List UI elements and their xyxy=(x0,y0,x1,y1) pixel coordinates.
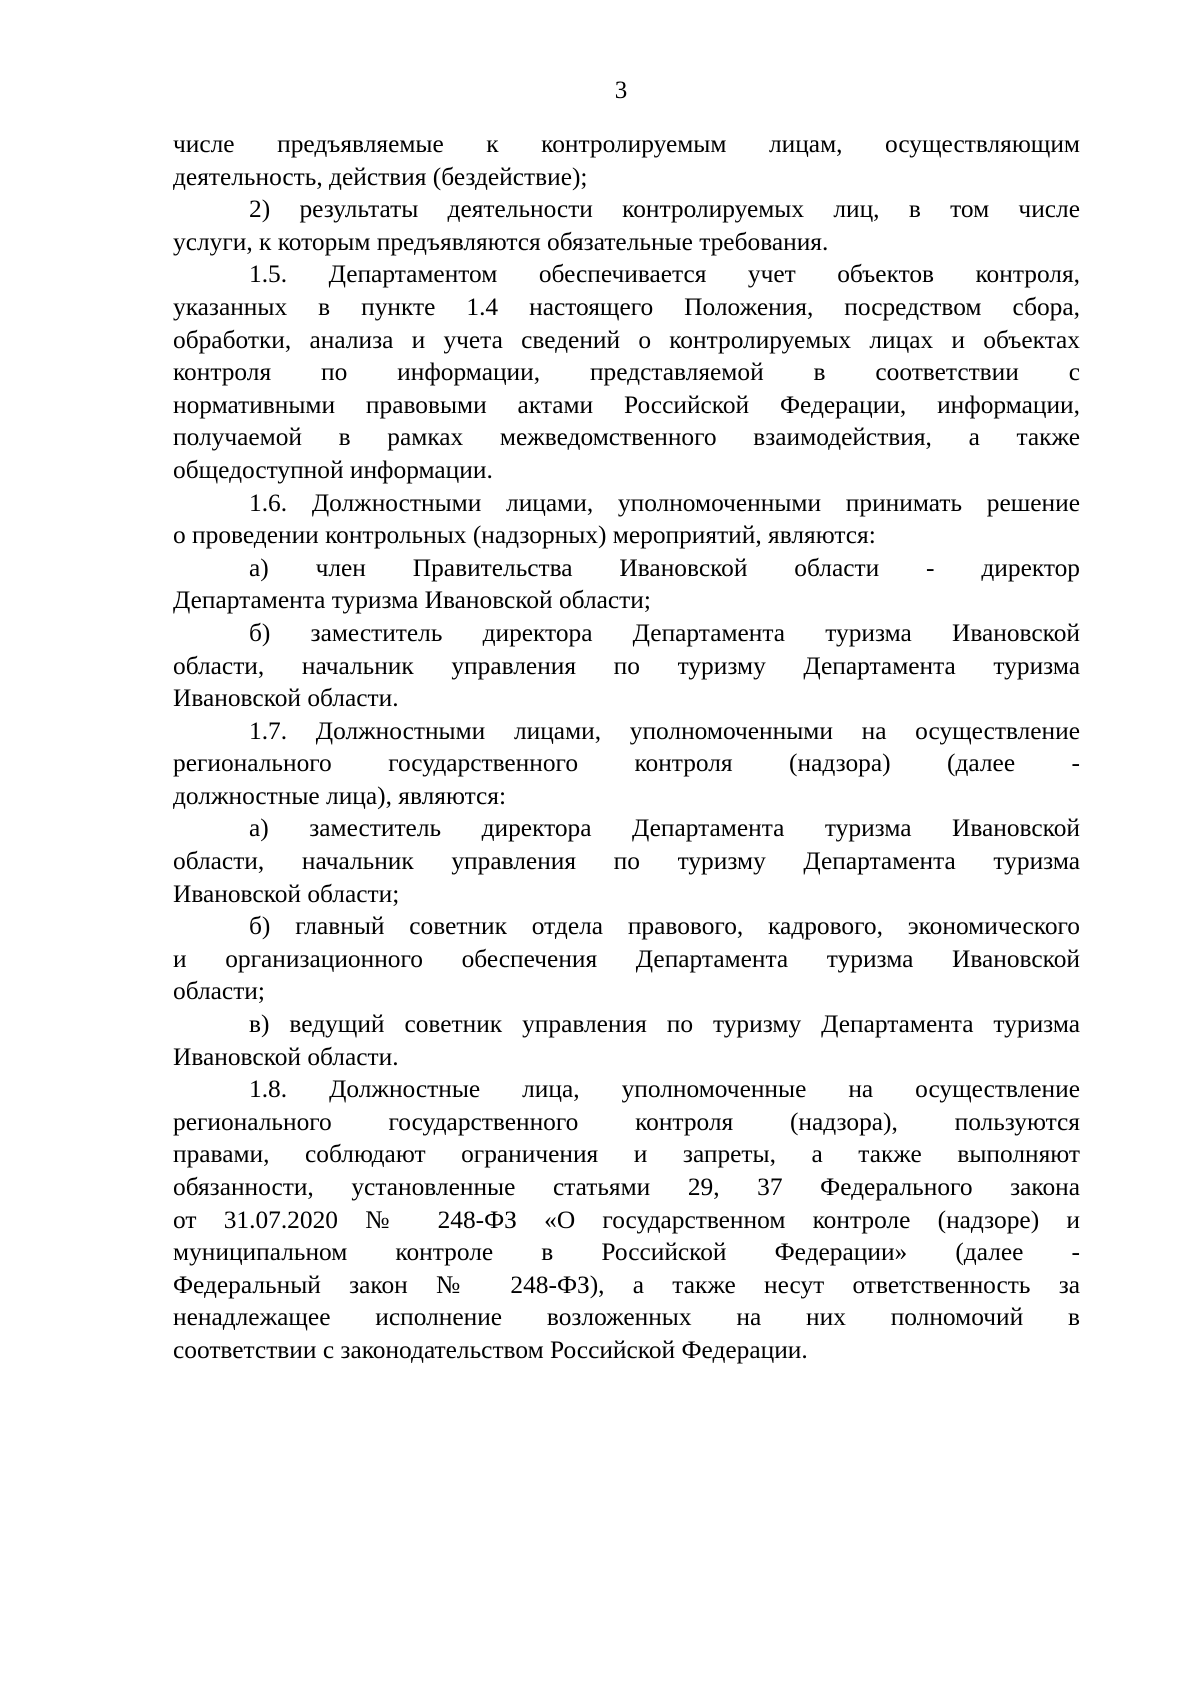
text-line: нормативными правовыми актами Российской Федерации, информации, xyxy=(173,390,1080,419)
paragraph xyxy=(173,552,1080,617)
text-line: обработки, анализа и учета сведений о контролируемых лицах и объектах xyxy=(173,325,1080,354)
text-line: от 31.07.2020 № 248-ФЗ «О государственном контроле (надзоре) и xyxy=(173,1205,1080,1234)
document-body xyxy=(173,128,1080,1367)
text-line: а) заместитель директора Департамента туризма Ивановской xyxy=(249,814,1080,843)
text-line: общедоступной информации. xyxy=(173,455,493,484)
text-line: Ивановской области. xyxy=(173,1042,399,1071)
text-line: указанных в пункте 1.4 настоящего Положения, посредством сбора, xyxy=(173,292,1080,321)
text-line: Департамента туризма Ивановской области; xyxy=(173,586,651,615)
text-line: контроля по информации, представляемой в соответствии с xyxy=(173,358,1080,387)
text-line: получаемой в рамках межведомственного взаимодействия, а также xyxy=(173,423,1080,452)
text-line: области, начальник управления по туризму Департамента туризма xyxy=(173,651,1080,680)
text-line: должностные лица), являются: xyxy=(173,781,507,810)
page-number: 3 xyxy=(614,77,628,104)
text-line: области, начальник управления по туризму Департамента туризма xyxy=(173,847,1080,876)
text-line: 1.6. Должностными лицами, уполномоченными принимать решение xyxy=(249,488,1080,517)
text-line: б) главный советник отдела правового, кадрового, экономического xyxy=(249,912,1080,941)
text-line: о проведении контрольных (надзорных) мероприятий, являются: xyxy=(173,521,876,550)
text-line: а) член Правительства Ивановской области - директор xyxy=(249,553,1080,582)
text-line: правами, соблюдают ограничения и запреты, а также выполняют xyxy=(173,1140,1080,1169)
text-line: области; xyxy=(173,977,265,1006)
paragraph xyxy=(173,193,1080,258)
text-line: Ивановской области; xyxy=(173,879,400,908)
text-line: и организационного обеспечения Департамента туризма Ивановской xyxy=(173,944,1080,973)
text-line: муниципальном контроле в Российской Федерации» (далее - xyxy=(173,1238,1080,1267)
paragraph xyxy=(173,1073,1080,1366)
text-line: 2) результаты деятельности контролируемых лиц, в том числе xyxy=(249,195,1080,224)
text-line: 1.5. Департаментом обеспечивается учет объектов контроля, xyxy=(249,260,1080,289)
paragraph xyxy=(173,258,1080,486)
paragraph xyxy=(173,910,1080,1008)
paragraph xyxy=(173,812,1080,910)
paragraph xyxy=(173,487,1080,552)
text-line: обязанности, установленные статьями 29, 37 Федерального закона xyxy=(173,1173,1080,1201)
text-line: регионального государственного контроля (надзора), пользуются xyxy=(173,1107,1080,1136)
text-line: услуги, к которым предъявляются обязательные требования. xyxy=(173,227,829,256)
text-line: числе предъявляемые к контролируемым лицам, осуществляющим xyxy=(173,130,1080,158)
text-line: в) ведущий советник управления по туризму Департамента туризма xyxy=(249,1010,1080,1039)
text-line: соответствии с законодательством Российской Федерации. xyxy=(173,1335,808,1364)
text-line: Ивановской области. xyxy=(173,684,399,713)
text-line: 1.7. Должностными лицами, уполномоченными на осуществление xyxy=(249,716,1080,745)
text-line: регионального государственного контроля (надзора) (далее - xyxy=(173,749,1080,778)
text-line: ненадлежащее исполнение возложенных на них полномочий в xyxy=(173,1303,1080,1332)
text-line: деятельность, действия (бездействие); xyxy=(173,162,588,191)
text-line: Федеральный закон № 248-ФЗ), а также несут ответственность за xyxy=(173,1270,1080,1299)
paragraph xyxy=(173,128,1080,193)
text-line: б) заместитель директора Департамента туризма Ивановской xyxy=(249,618,1080,647)
paragraph xyxy=(173,617,1080,715)
paragraph xyxy=(173,715,1080,813)
paragraph xyxy=(173,1008,1080,1073)
text-line: 1.8. Должностные лица, уполномоченные на осуществление xyxy=(249,1075,1080,1104)
